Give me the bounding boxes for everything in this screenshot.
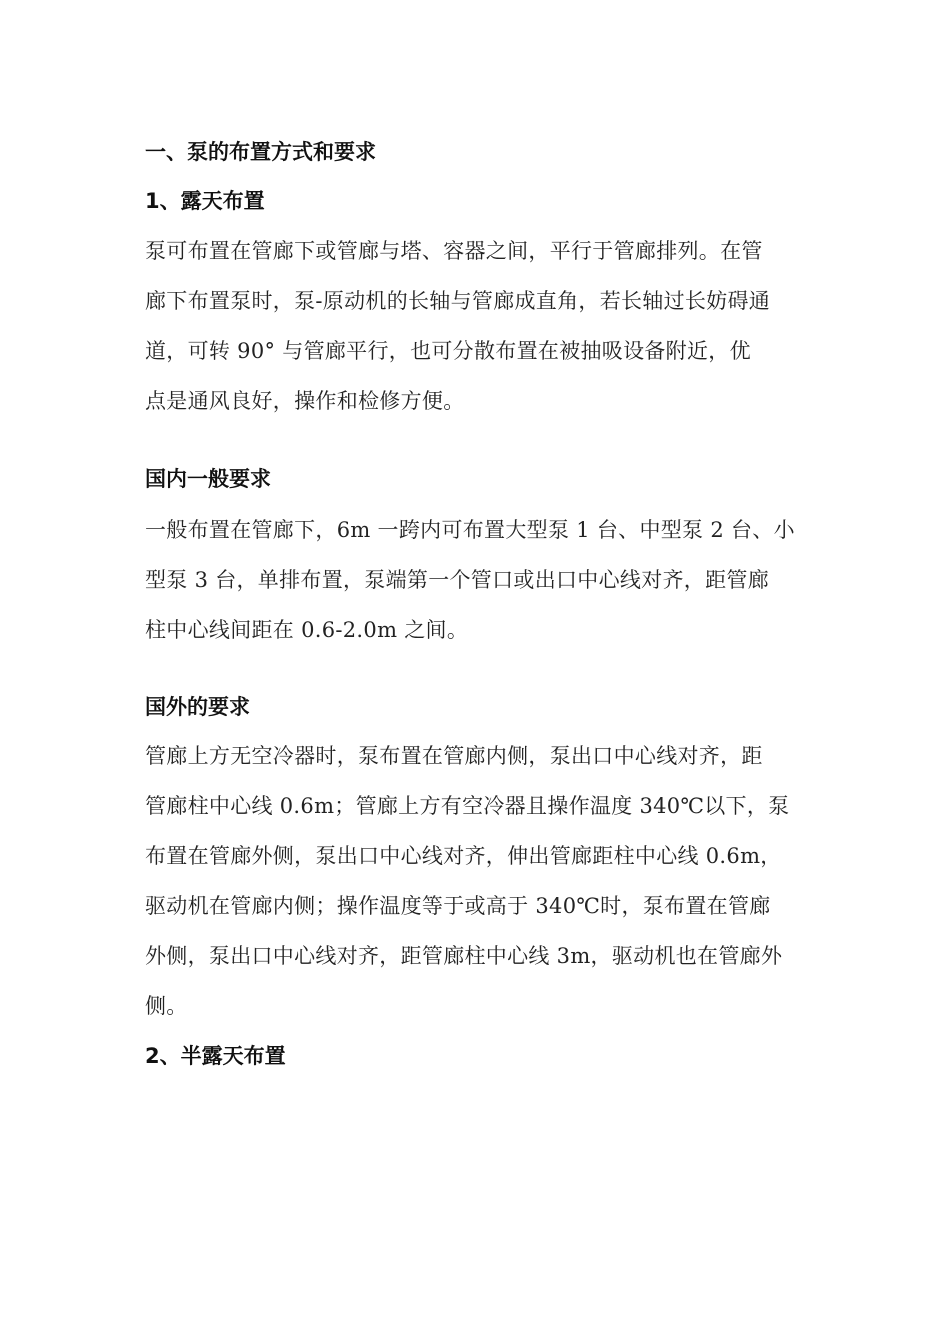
paragraph-outdoor-layout xyxy=(145,226,810,426)
paragraph-line: 侧。 xyxy=(145,994,188,1018)
subsection-title-semi-outdoor: 2、半露天布置 xyxy=(145,1044,286,1068)
paragraph-line: 道，可转 90° 与管廊平行，也可分散布置在被抽吸设备附近，优 xyxy=(145,339,751,363)
paragraph-line: 泵可布置在管廊下或管廊与塔、容器之间，平行于管廊排列。在管 xyxy=(145,239,763,263)
paragraph-line: 驱动机在管廊内侧；操作温度等于或高于 340℃时，泵布置在管廊 xyxy=(145,894,771,918)
paragraph-line: 廊下布置泵时，泵-原动机的长轴与管廊成直角，若长轴过长妨碍通 xyxy=(145,289,771,313)
paragraph-line: 点是通风良好，操作和检修方便。 xyxy=(145,389,465,413)
paragraph-line: 外侧，泵出口中心线对齐，距管廊柱中心线 3m，驱动机也在管廊外 xyxy=(145,944,783,968)
paragraph-line: 型泵 3 台，单排布置，泵端第一个管口或出口中心线对齐，距管廊 xyxy=(145,568,770,592)
section-title-pump-layout: 一、泵的布置方式和要求 xyxy=(145,140,376,164)
paragraph-line: 管廊上方无空冷器时，泵布置在管廊内侧，泵出口中心线对齐，距 xyxy=(145,744,763,768)
subsection-title-outdoor: 1、露天布置 xyxy=(145,189,265,213)
paragraph-domestic-requirements xyxy=(145,505,810,655)
heading-domestic-requirements: 国内一般要求 xyxy=(145,467,271,491)
paragraph-line: 柱中心线间距在 0.6-2.0m 之间。 xyxy=(145,618,469,642)
paragraph-line: 一般布置在管廊下，6m 一跨内可布置大型泵 1 台、中型泵 2 台、小 xyxy=(145,518,795,542)
paragraph-foreign-requirements xyxy=(145,731,810,1031)
paragraph-line: 布置在管廊外侧，泵出口中心线对齐，伸出管廊距柱中心线 0.6m， xyxy=(145,844,782,868)
heading-foreign-requirements: 国外的要求 xyxy=(145,695,250,719)
paragraph-line: 管廊柱中心线 0.6m；管廊上方有空冷器且操作温度 340℃以下，泵 xyxy=(145,794,790,818)
